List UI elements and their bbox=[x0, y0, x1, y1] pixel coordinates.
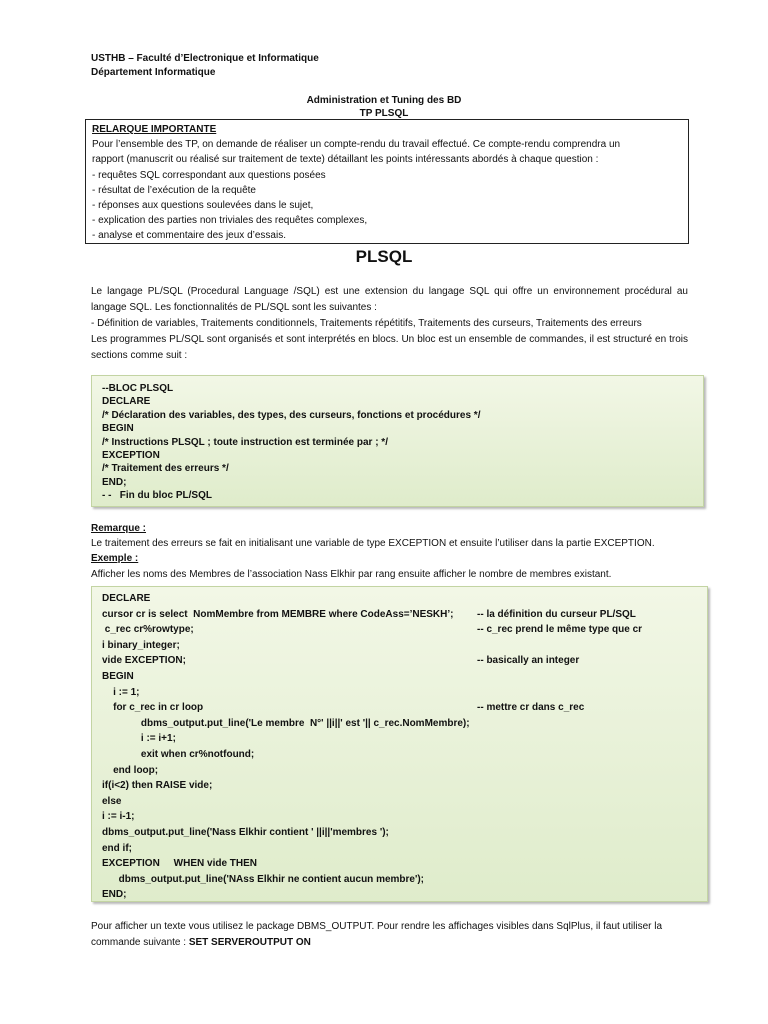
code-line: --BLOC PLSQL bbox=[102, 383, 174, 394]
code-line bbox=[102, 622, 707, 638]
example-text: Afficher les noms des Membres de l’association Nass Elkhir par rang ensuite afficher le nombre de membres existant. bbox=[91, 568, 612, 580]
code-line bbox=[102, 841, 707, 857]
remarque-section bbox=[91, 521, 655, 582]
note-line: - résultat de l’exécution de la requête bbox=[92, 184, 256, 196]
code-line bbox=[102, 731, 707, 747]
footer-text: Pour afficher un texte vous utilisez le package DBMS_OUTPUT. Pour rendre les affichages visibles dans SqlPlus, il faut utiliser la commande suivante : bbox=[91, 921, 663, 948]
intro-paragraph: - Définition de variables, Traitements conditionnels, Traitements répétitifs, Traitements des curseurs, Traitements des erreurs bbox=[91, 318, 642, 329]
code-line bbox=[102, 591, 707, 607]
note-line: - analyse et commentaire des jeux d’essais. bbox=[92, 230, 286, 242]
code-line: - - Fin du bloc PL/SQL bbox=[102, 490, 212, 502]
plsql-block-structure bbox=[91, 375, 704, 507]
code-line bbox=[102, 653, 707, 669]
plsql-example-code bbox=[91, 586, 708, 902]
note-line: - explication des parties non triviales des requêtes complexes, bbox=[92, 215, 368, 227]
code-line bbox=[102, 763, 707, 779]
code-text: vide EXCEPTION; bbox=[102, 655, 186, 667]
tp-title: TP PLSQL bbox=[359, 108, 409, 119]
remarque-title: Remarque : bbox=[91, 523, 147, 534]
code-text: cursor cr is select NomMembre from MEMBRE where CodeAss=’NESKH’; bbox=[102, 608, 454, 620]
code-line bbox=[102, 794, 707, 810]
code-line bbox=[102, 887, 707, 903]
code-comment: -- mettre cr dans c_rec bbox=[477, 702, 585, 714]
code-text: exit when cr%notfound; bbox=[102, 748, 255, 760]
note-title: RELARQUE IMPORTANTE bbox=[92, 124, 217, 135]
code-line: BEGIN bbox=[102, 423, 134, 435]
intro-section bbox=[91, 284, 688, 364]
code-text: dbms_output.put_line('Le membre N°' ||i||' est '|| c_rec.NomMembre); bbox=[102, 717, 470, 729]
code-line bbox=[102, 856, 707, 872]
code-line bbox=[102, 685, 707, 701]
code-text: dbms_output.put_line('NAss Elkhir ne contient aucun membre'); bbox=[102, 873, 425, 885]
intro-paragraph: Les programmes PL/SQL sont organisés et sont interprétés en blocs. Un bloc est un ensemble de commandes, il est structuré en trois sections comme suit : bbox=[91, 334, 688, 361]
document-titles bbox=[0, 94, 768, 120]
code-line bbox=[102, 809, 707, 825]
example-title: Exemple : bbox=[91, 553, 139, 565]
code-text: i := i-1; bbox=[102, 811, 135, 823]
code-line bbox=[102, 825, 707, 841]
code-text: end loop; bbox=[102, 764, 159, 776]
code-text: end if; bbox=[102, 842, 132, 854]
note-line: rapport (manuscrit ou réalisé sur traitement de texte) détaillant les points intéressants abordés à chaque question : bbox=[92, 154, 599, 166]
code-text: EXCEPTION WHEN vide THEN bbox=[102, 858, 258, 870]
code-text: i := i+1; bbox=[102, 733, 176, 745]
code-comment: -- c_rec prend le même type que cr bbox=[477, 624, 643, 636]
note-line: Pour l’ensemble des TP, on demande de réaliser un compte-rendu du travail effectué. Ce compte-rendu comprendra un bbox=[92, 139, 621, 151]
code-line: DECLARE bbox=[102, 396, 151, 408]
footer-paragraph bbox=[91, 919, 688, 951]
code-text: c_rec cr%rowtype; bbox=[102, 624, 194, 636]
department-name: Département Informatique bbox=[91, 67, 216, 78]
code-line bbox=[102, 778, 707, 794]
code-line: /* Instructions PLSQL ; toute instruction est terminée par ; */ bbox=[102, 436, 388, 448]
note-line: - requêtes SQL correspondant aux questions posées bbox=[92, 169, 326, 181]
code-text: i binary_integer; bbox=[102, 639, 180, 651]
code-line: END; bbox=[102, 476, 127, 488]
code-line bbox=[102, 700, 707, 716]
code-line: EXCEPTION bbox=[102, 449, 160, 461]
code-line bbox=[102, 747, 707, 763]
code-text: END; bbox=[102, 889, 127, 901]
serveroutput-command: SET SERVEROUTPUT ON bbox=[188, 937, 311, 948]
code-line bbox=[102, 872, 707, 888]
code-text: else bbox=[102, 795, 122, 807]
code-text: DECLARE bbox=[102, 593, 151, 604]
code-text: i := 1; bbox=[102, 686, 140, 698]
code-line bbox=[102, 638, 707, 654]
note-line: - réponses aux questions soulevées dans le sujet, bbox=[92, 200, 314, 212]
code-line bbox=[102, 669, 707, 685]
main-title: PLSQL bbox=[355, 247, 413, 266]
code-text: dbms_output.put_line('Nass Elkhir contient ' ||i||'membres '); bbox=[102, 826, 389, 838]
intro-paragraph: Le langage PL/SQL (Procedural Language /SQL) est une extension du langage SQL qui offre un environnement procédural au langage SQL. Les fonctionnalités de PL/SQL sont les suivantes : bbox=[91, 286, 688, 313]
institution-header bbox=[91, 52, 319, 80]
course-title: Administration et Tuning des BD bbox=[306, 95, 462, 106]
code-text: BEGIN bbox=[102, 670, 134, 682]
code-comment: -- la définition du curseur PL/SQL bbox=[477, 608, 636, 620]
remarque-text: Le traitement des erreurs se fait en initialisant une variable de type EXCEPTION et ensuite l’utiliser dans la partie EXCEPTION. bbox=[91, 538, 655, 550]
code-line: /* Traitement des erreurs */ bbox=[102, 463, 229, 475]
institution-name: USTHB – Faculté d’Electronique et Informatique bbox=[91, 53, 319, 64]
code-text: if(i<2) then RAISE vide; bbox=[102, 780, 213, 792]
code-comment: -- basically an integer bbox=[477, 655, 580, 667]
code-line: /* Déclaration des variables, des types, des curseurs, fonctions et procédures */ bbox=[102, 409, 481, 421]
important-note-box bbox=[85, 119, 689, 244]
code-line bbox=[102, 607, 707, 623]
code-line bbox=[102, 716, 707, 732]
code-text: for c_rec in cr loop bbox=[102, 702, 204, 714]
